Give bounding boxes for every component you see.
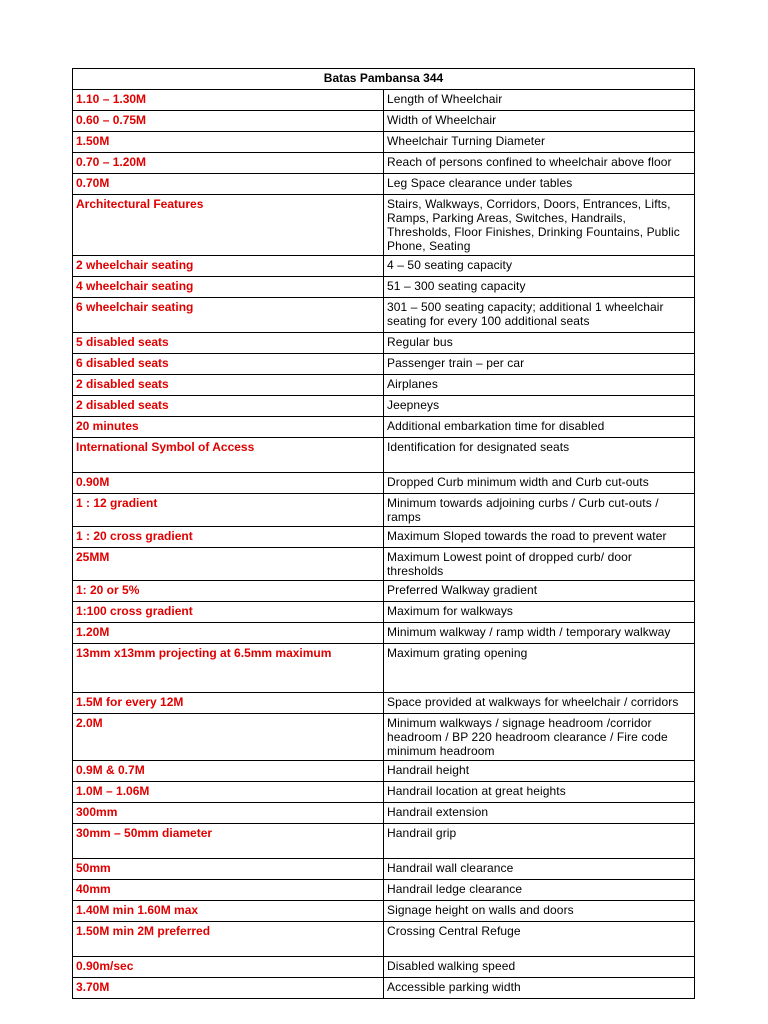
row-key: 2.0M [73,714,384,761]
row-value: Handrail extension [384,803,695,824]
table-row [73,417,695,438]
row-key: 0.90m/sec [73,957,384,978]
row-value: Width of Wheelchair [384,111,695,132]
table-row [73,782,695,803]
row-key: 0.60 – 0.75M [73,111,384,132]
row-value: Dropped Curb minimum width and Curb cut-outs [384,473,695,494]
row-value: Handrail location at great heights [384,782,695,803]
table-row [73,978,695,999]
row-key: 300mm [73,803,384,824]
row-value: Length of Wheelchair [384,90,695,111]
row-value: Airplanes [384,375,695,396]
row-key: 4 wheelchair seating [73,277,384,298]
table-title: Batas Pambansa 344 [73,69,695,90]
row-value: Maximum Lowest point of dropped curb/ door thresholds [384,548,695,581]
row-key: 20 minutes [73,417,384,438]
table-row [73,473,695,494]
table-row [73,132,695,153]
row-value: Wheelchair Turning Diameter [384,132,695,153]
row-value: Accessible parking width [384,978,695,999]
row-value: 301 – 500 seating capacity; additional 1 wheelchair seating for every 100 additional seats [384,298,695,333]
row-key: 0.9M & 0.7M [73,761,384,782]
row-value: Maximum grating opening [384,644,695,693]
row-key: 6 wheelchair seating [73,298,384,333]
row-key: 1:100 cross gradient [73,602,384,623]
table-row [73,581,695,602]
table-row [73,623,695,644]
row-key: 13mm x13mm projecting at 6.5mm maximum [73,644,384,693]
row-key: 1: 20 or 5% [73,581,384,602]
table-row [73,277,695,298]
table-row [73,527,695,548]
row-value: Disabled walking speed [384,957,695,978]
row-key: 3.70M [73,978,384,999]
row-value: Reach of persons confined to wheelchair above floor [384,153,695,174]
row-key: 2 disabled seats [73,375,384,396]
table-row [73,957,695,978]
row-value: Stairs, Walkways, Corridors, Doors, Entrances, Lifts, Ramps, Parking Areas, Switches, Handrails, Thresholds, Floor Finishes, Drinking Fountains, Public Phone, Seating [384,195,695,256]
table-row [73,644,695,693]
row-value: Identification for designated seats [384,438,695,473]
table-row [73,438,695,473]
row-value: Preferred Walkway gradient [384,581,695,602]
table-row [73,922,695,957]
document-page [72,68,695,999]
row-value: Minimum towards adjoining curbs / Curb cut-outs / ramps [384,494,695,527]
table-row [73,333,695,354]
row-value: Passenger train – per car [384,354,695,375]
table-row [73,714,695,761]
row-key: 0.70 – 1.20M [73,153,384,174]
table-row [73,153,695,174]
row-value: Leg Space clearance under tables [384,174,695,195]
row-key: 1.10 – 1.30M [73,90,384,111]
table-row [73,859,695,880]
row-key: 1 : 12 gradient [73,494,384,527]
row-key: 1.5M for every 12M [73,693,384,714]
table-row [73,111,695,132]
table-row [73,396,695,417]
table-row [73,602,695,623]
row-key: 2 disabled seats [73,396,384,417]
table-row [73,298,695,333]
row-value: Maximum Sloped towards the road to prevent water [384,527,695,548]
row-key: 1.0M – 1.06M [73,782,384,803]
row-value: Signage height on walls and doors [384,901,695,922]
table-row [73,195,695,256]
row-key: 30mm – 50mm diameter [73,824,384,859]
row-value: Handrail grip [384,824,695,859]
standards-table [72,68,695,999]
row-value: Handrail height [384,761,695,782]
row-key: 1 : 20 cross gradient [73,527,384,548]
row-key: 1.40M min 1.60M max [73,901,384,922]
row-key: 50mm [73,859,384,880]
row-key: 40mm [73,880,384,901]
row-value: 51 – 300 seating capacity [384,277,695,298]
row-value: Minimum walkway / ramp width / temporary walkway [384,623,695,644]
row-value: Handrail wall clearance [384,859,695,880]
row-key: 5 disabled seats [73,333,384,354]
row-key: 0.90M [73,473,384,494]
row-value: Handrail ledge clearance [384,880,695,901]
row-key: 0.70M [73,174,384,195]
row-key: 1.50M [73,132,384,153]
table-row [73,354,695,375]
table-row [73,761,695,782]
row-value: Maximum for walkways [384,602,695,623]
table-row [73,256,695,277]
table-body [73,90,695,999]
row-value: Regular bus [384,333,695,354]
row-value: 4 – 50 seating capacity [384,256,695,277]
row-value: Crossing Central Refuge [384,922,695,957]
table-row [73,901,695,922]
row-value: Additional embarkation time for disabled [384,417,695,438]
table-row [73,90,695,111]
row-key: International Symbol of Access [73,438,384,473]
table-row [73,548,695,581]
table-row [73,803,695,824]
table-row [73,824,695,859]
table-row [73,375,695,396]
row-value: Jeepneys [384,396,695,417]
row-key: Architectural Features [73,195,384,256]
row-key: 6 disabled seats [73,354,384,375]
row-key: 25MM [73,548,384,581]
table-row [73,693,695,714]
row-value: Minimum walkways / signage headroom /corridor headroom / BP 220 headroom clearance / Fire code minimum headroom [384,714,695,761]
table-row [73,880,695,901]
table-row [73,494,695,527]
row-key: 2 wheelchair seating [73,256,384,277]
table-row [73,174,695,195]
row-value: Space provided at walkways for wheelchair / corridors [384,693,695,714]
row-key: 1.50M min 2M preferred [73,922,384,957]
row-key: 1.20M [73,623,384,644]
